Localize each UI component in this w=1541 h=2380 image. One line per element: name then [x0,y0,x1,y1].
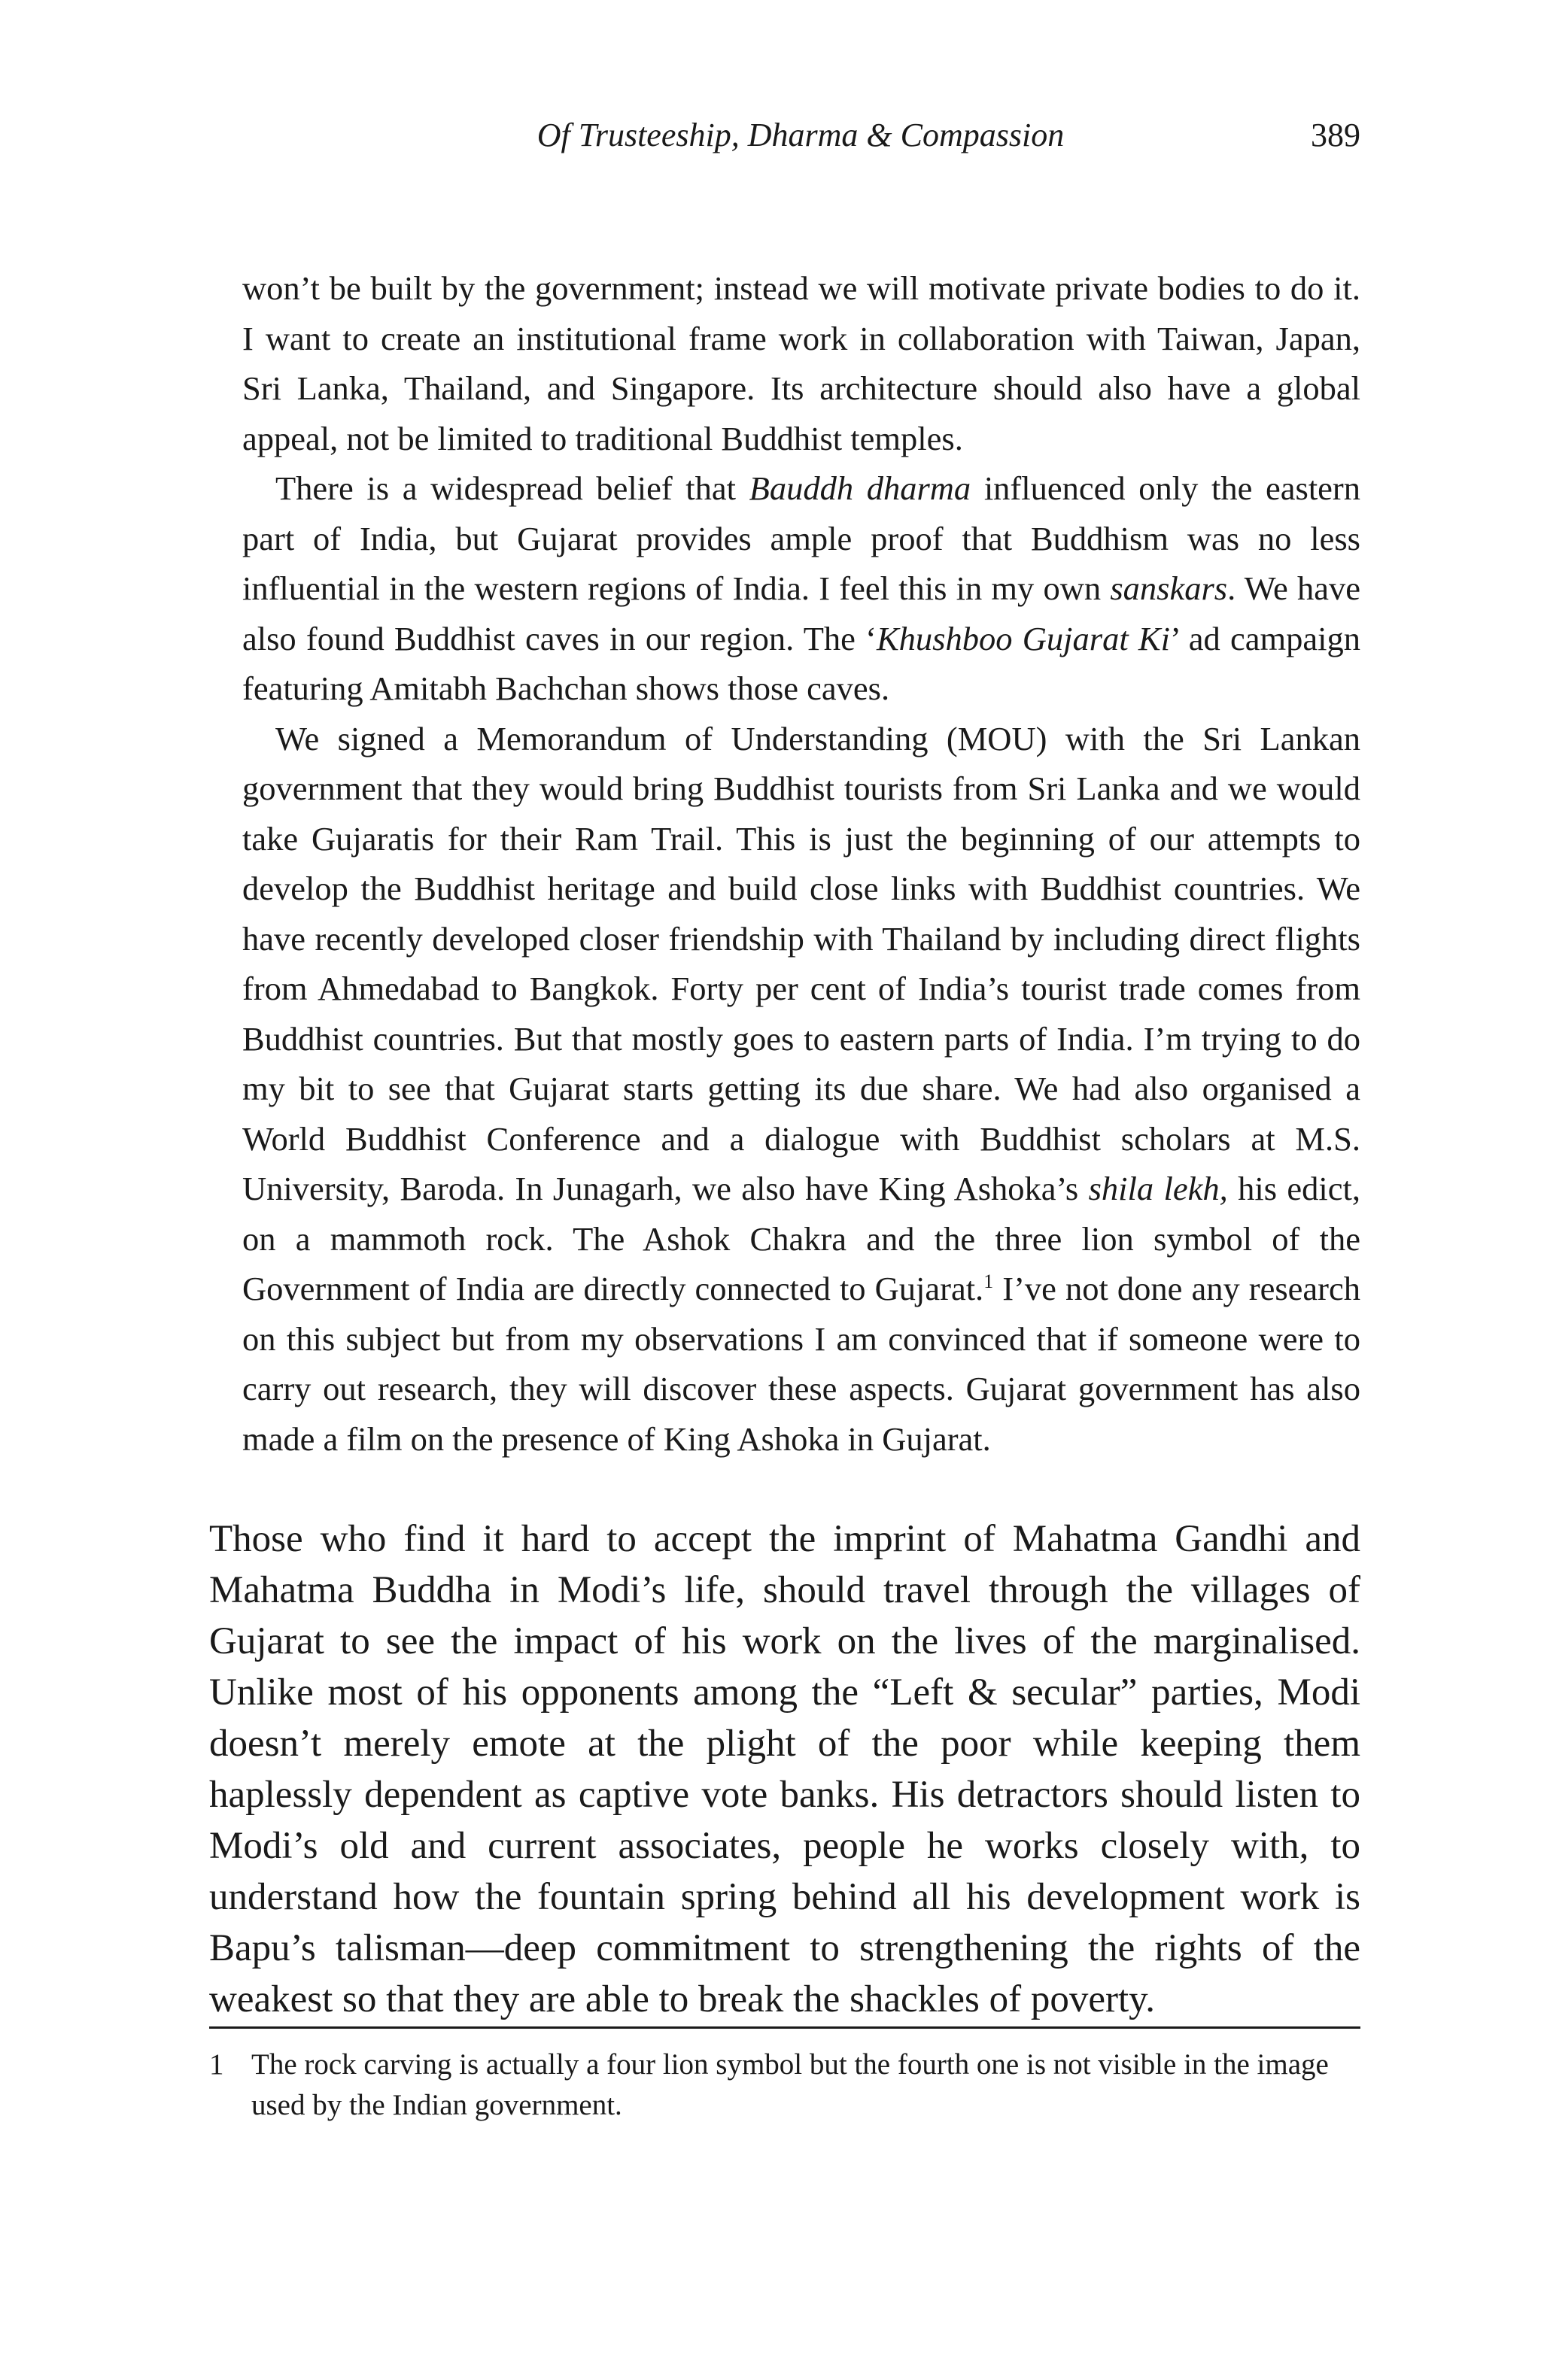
footnote [209,2045,1360,2126]
quote-paragraph-3 [242,714,1360,1465]
quote-p2-text-c: . We have also found Buddhist caves in our region. The ‘ [242,569,1361,657]
main-paragraph: Those who find it hard to accept the imprint of Mahatma Gandhi and Mahatma Buddha in Modi’s life, should travel through the villages of Gujarat to see the impact of his work on the lives of the marginalised. Unlike most of his opponents among the “Left & secular” parties, Modi doesn’t merely emote at the plight of the poor while keeping them haplessly dependent as captive vote banks. His detractors should listen to Modi’s old and current associates, people he works closely with, to understand how the fountain spring behind all his development work is Bapu’s talisman—deep commitment to strengthening the rights of the weakest so that they are able to break the shackles of poverty. [209,1518,1360,2020]
block-quote [242,263,1360,1464]
quote-p3-text-c: I’ve not done any research on this subject but from my observations I am convinced that if someone were to carry out research, they will discover these aspects. Gujarat government has also made a film on the presence of King Ashoka in Gujarat. [242,1270,1360,1458]
footnote-number: 1 [209,2048,224,2081]
footnote-text: The rock carving is actually a four lion symbol but the fourth one is not visible in the image used by the Indian government. [251,2048,1329,2121]
running-title: Of Trusteeship, Dharma & Compassion [536,117,1065,153]
quote-paragraph-1: won’t be built by the government; instead we will motivate private bodies to do it. I want to create an institutional frame work in collaboration with Taiwan, Japan, Sri Lanka, Thailand, and Singapore. Its architecture should also have a global appeal, not be limited to traditional Buddhist temples. [242,269,1360,457]
quote-p2-italic-campaign: Khushboo Gujarat Ki [877,619,1170,657]
quote-p2-text-a: There is a widespread belief that [275,469,749,507]
quote-p3-italic-shila-lekh: shila lekh, [1088,1170,1228,1207]
quote-p3-text-a: We signed a Memorandum of Understanding (MOU) with the Sri Lankan government that they would bring Buddhist tourists from Sri Lanka and we would take Gujaratis for their Ram Trail. This is just the beginning of our attempts to develop the Buddhist heritage and build close links with Buddhist countries. We have recently developed closer friendship with Thailand by including direct flights from Ahmedabad to Bangkok. Forty per cent of India’s tourist trade comes from Buddhist countries. But that mostly goes to eastern parts of India. I’m trying to do my bit to see that Gujarat starts getting its due share. We had also organised a World Buddhist Conference and a dialogue with Buddhist scholars at M.S. University, Baroda. In Junagarh, we also have King Ashoka’s [242,719,1360,1207]
quote-p2-italic-sanskars: sanskars [1110,569,1228,607]
footnote-divider [209,2026,1360,2029]
quote-p3-text-b: his edict, on a mammoth rock. The Ashok Chakra and the three lion symbol of the Government of India are directly connected to Gujarat. [242,1170,1360,1307]
quote-p2-text-d: ’ ad campaign featuring Amitabh Bachchan shows those caves. [242,619,1360,707]
page-header [241,113,1360,158]
main-text [209,1513,1360,2025]
quote-p2-italic-bauddh-dharma: Bauddh dharma [749,469,971,507]
page-number: 389 [1311,117,1360,153]
quote-p2-text-b: influenced only the eastern part of India, but Gujarat provides ample proof that Buddhism was no less influential in the western regions of India. I feel this in my own [242,469,1360,607]
quote-paragraph-2 [242,463,1360,714]
footnote-reference[interactable]: 1 [983,1270,994,1293]
